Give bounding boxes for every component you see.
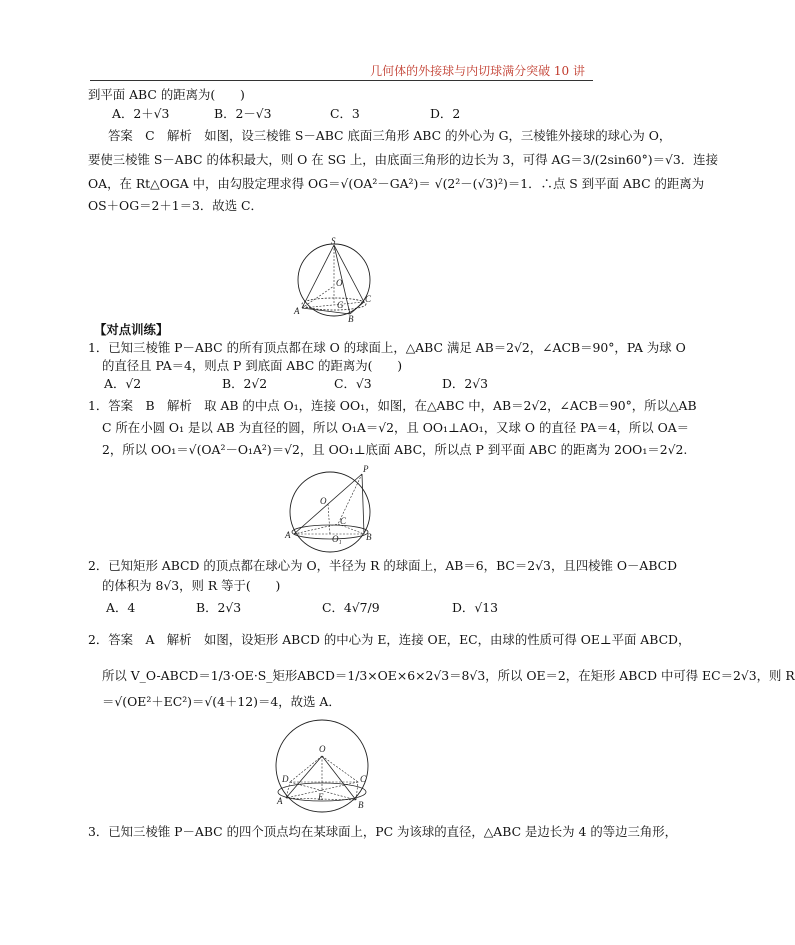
- q1-label-c: C: [340, 516, 347, 526]
- section-title: 【对点训练】: [94, 322, 169, 337]
- intro-option-c: C．3: [330, 106, 360, 121]
- intro-answer-line-3: OA，在 Rt△OGA 中，由勾股定理求得 OG＝√(OA²－GA²)＝ √(2²－(√3)²)＝1．∴点 S 到平面 ABC 的距离为: [88, 176, 705, 191]
- q2-label-o: O: [319, 744, 326, 754]
- q2-sphere-figure: [272, 716, 372, 816]
- header-rule: [90, 80, 593, 81]
- q1-label-a: A: [285, 530, 291, 540]
- q1-label-p: P: [363, 464, 369, 474]
- q2-option-a: A．4: [106, 600, 136, 615]
- intro-label-b: B: [348, 314, 354, 324]
- intro-answer-line-2: 要使三棱锥 S－ABC 的体积最大，则 O 在 SG 上，由底面三角形的边长为 3，可得 AG＝3/(2sin60°)＝√3．连接: [88, 152, 718, 167]
- q1-option-b: B．2√2: [222, 376, 268, 391]
- page-header: 几何体的外接球与内切球满分突破 10 讲: [370, 64, 585, 78]
- q2-label-a: A: [277, 796, 283, 806]
- q1-answer-line-2: C 所在小圆 O₁ 是以 AB 为直径的圆，所以 O₁A＝√2，且 OO₁⊥AO₁，又球 O 的直径 PA＝4，所以 OA＝: [102, 420, 690, 435]
- intro-question-line: 到平面 ABC 的距离为( ): [88, 87, 245, 102]
- q2-line-1: 2．已知矩形 ABCD 的顶点都在球心为 O，半径为 R 的球面上，AB＝6，BC＝2√3，且四棱锥 O－ABCD: [88, 558, 678, 573]
- q2-option-c: C．4√7/9: [322, 600, 380, 615]
- q1-option-c: C．√3: [334, 376, 372, 391]
- q2-line-2: 的体积为 8√3，则 R 等于( ): [102, 578, 281, 593]
- q1-label-o: O: [320, 496, 327, 506]
- q1-sphere-figure: [284, 462, 380, 556]
- q2-label-c: C: [360, 774, 367, 784]
- q2-option-d: D．√13: [452, 600, 498, 615]
- q2-label-d: D: [282, 774, 289, 784]
- intro-option-d: D．2: [430, 106, 461, 121]
- q1-option-d: D．2√3: [442, 376, 488, 391]
- q1-label-o1: O₁: [332, 534, 342, 544]
- intro-label-s: S: [331, 236, 336, 246]
- q2-answer-line-2: 所以 V_O-ABCD＝1/3·OE·S_矩形ABCD＝1/3×OE×6×2√3＝8√3，所以 OE＝2，在矩形 ABCD 中可得 EC＝2√3，则 R: [102, 668, 795, 683]
- intro-sphere-figure: [290, 236, 380, 324]
- intro-option-a: A．2＋√3: [112, 106, 170, 121]
- intro-option-b: B．2－√3: [214, 106, 272, 121]
- intro-label-c: C: [365, 294, 372, 304]
- intro-label-a: A: [294, 306, 300, 316]
- q2-answer-line-1: 2．答案 A 解析 如图，设矩形 ABCD 的中心为 E，连接 OE，EC，由球的性质可得 OE⊥平面 ABCD，: [88, 632, 691, 647]
- q1-answer-line-1: 1．答案 B 解析 取 AB 的中点 O₁，连接 OO₁，如图，在△ABC 中，AB＝2√2，∠ACB＝90°，所以△AB: [88, 398, 697, 413]
- intro-label-g: G: [337, 300, 344, 310]
- q1-answer-line-3: 2，所以 OO₁＝√(OA²－O₁A²)＝√2，且 OO₁⊥底面 ABC，所以点 P 到平面 ABC 的距离为 2OO₁＝2√2.: [102, 442, 688, 457]
- q1-line-2: 的直径且 PA＝4，则点 P 到底面 ABC 的距离为( ): [102, 358, 403, 373]
- q2-label-b: B: [358, 800, 364, 810]
- q2-answer-line-3: ＝√(OE²＋EC²)＝√(4＋12)＝4，故选 A．: [102, 694, 341, 709]
- q3-line-1: 3．已知三棱锥 P－ABC 的四个顶点均在某球面上，PC 为该球的直径，△ABC 是边长为 4 的等边三角形，: [88, 824, 678, 839]
- q1-label-b: B: [366, 532, 372, 542]
- intro-label-o: O: [336, 278, 343, 288]
- intro-answer-line-1: 答案 C 解析 如图，设三棱锥 S－ABC 底面三角形 ABC 的外心为 G，三棱锥外接球的球心为 O，: [108, 128, 672, 143]
- intro-answer-line-4: OS＋OG＝2＋1＝3．故选 C．: [88, 198, 263, 213]
- q2-label-e: E: [318, 792, 324, 802]
- q1-line-1: 1．已知三棱锥 P－ABC 的所有顶点都在球 O 的球面上，△ABC 满足 AB＝2√2，∠ACB＝90°，PA 为球 O: [88, 340, 686, 355]
- q2-option-b: B．2√3: [196, 600, 242, 615]
- q1-option-a: A．√2: [104, 376, 142, 391]
